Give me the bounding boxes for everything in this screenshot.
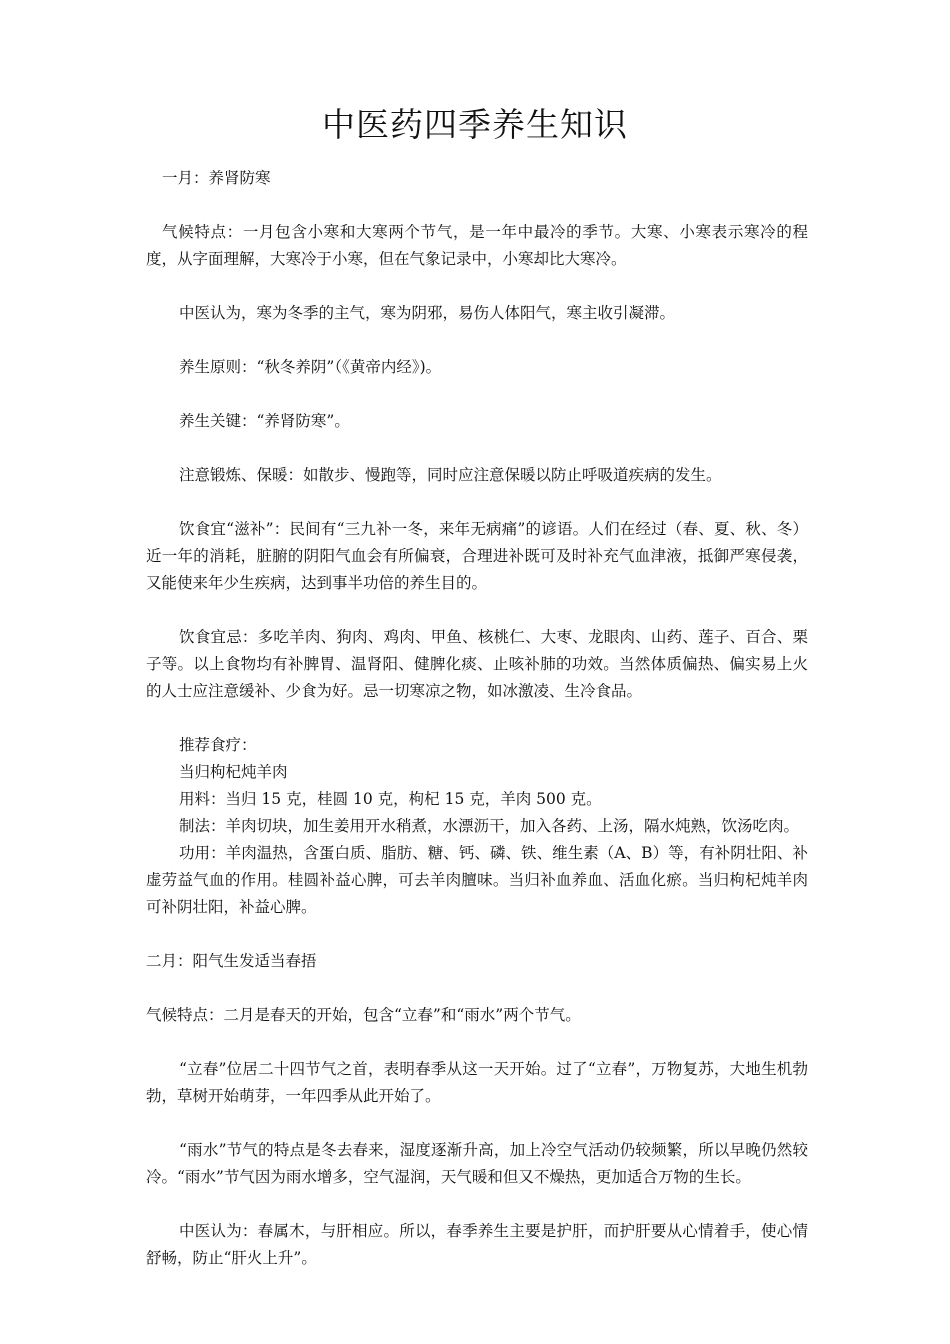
section-heading-january: 一月：养肾防寒 — [162, 169, 271, 187]
paragraph-january-tcm-view: 中医认为，寒为冬季的主气，寒为阴邪，易伤人体阳气，寒主收引凝滞。 — [179, 304, 676, 322]
paragraph-january-key: 养生关键：“养肾防寒”。 — [179, 412, 350, 430]
paragraph-january-exercise: 注意锻炼、保暖：如散步、慢跑等，同时应注意保暖以防止呼吸道疾病的发生。 — [179, 466, 722, 484]
section-heading-february: 二月：阳气生发适当春捂 — [146, 952, 317, 970]
paragraph-february-lichun: “立春”位居二十四节气之首，表明春季从这一天开始。过了“立春”，万物复苏，大地生机勃勃，草树开始萌芽，一年四季从此开始了。 — [146, 1060, 808, 1105]
recipe-effect: 功用：羊肉温热，含蛋白质、脂肪、糖、钙、磷、铁、维生素（A、B）等，有补阴壮阳、补虚劳益气血的作用。桂圆补益心脾，可去羊肉膻味。当归补血养血、活血化瘀。当归枸杞炖羊肉可补阴壮阳，补益心脾。 — [146, 844, 808, 916]
paragraph-february-tcm-view: 中医认为：春属木，与肝相应。所以，春季养生主要是护肝，而护肝要从心情着手，使心情舒畅，防止“肝火上升”。 — [146, 1222, 808, 1267]
document-title: 中医药四季养生知识 — [322, 105, 628, 144]
recipe-name: 当归枸杞炖羊肉 — [179, 763, 288, 781]
recipe-label: 推荐食疗： — [179, 736, 257, 754]
recipe-ingredients: 用料：当归 15 克，桂圆 10 克，枸杞 15 克，羊肉 500 克。 — [179, 790, 602, 808]
document-body — [146, 165, 808, 1272]
paragraph-february-yushui: “雨水”节气的特点是冬去春来，湿度逐渐升高，加上冷空气活动仍较频繁，所以早晚仍然较冷。“雨水”节气因为雨水增多，空气湿润，天气暖和但又不燥热，更加适合万物的生长。 — [146, 1141, 808, 1186]
paragraph-january-diet-tonic: 饮食宜“滋补”：民间有“三九补一冬，来年无病痛”的谚语。人们在经过（春、夏、秋、冬）近一年的消耗，脏腑的阴阳气血会有所偏衰，合理进补既可及时补充气血津液，抵御严寒侵袭，又能使来年少生疾病，达到事半功倍的养生目的。 — [146, 520, 808, 592]
paragraph-january-diet-avoid: 饮食宜忌：多吃羊肉、狗肉、鸡肉、甲鱼、核桃仁、大枣、龙眼肉、山药、莲子、百合、栗子等。以上食物均有补脾胃、温肾阳、健脾化痰、止咳补肺的功效。当然体质偏热、偏实易上火的人士应注意缓补、少食为好。忌一切寒凉之物，如冰激凌、生冷食品。 — [146, 628, 808, 700]
paragraph-january-climate: 气候特点：一月包含小寒和大寒两个节气，是一年中最冷的季节。大寒、小寒表示寒冷的程度，从字面理解，大寒冷于小寒，但在气象记录中，小寒却比大寒冷。 — [146, 223, 808, 268]
paragraph-january-principle: 养生原则：“秋冬养阴”（《黄帝内经》)。 — [179, 358, 442, 376]
paragraph-february-climate: 气候特点：二月是春天的开始，包含“立春”和“雨水”两个节气。 — [146, 1006, 581, 1024]
recipe-method: 制法：羊肉切块，加生姜用开水稍煮，水漂沥干，加入各药、上汤，隔水炖熟，饮汤吃肉。 — [179, 817, 800, 835]
